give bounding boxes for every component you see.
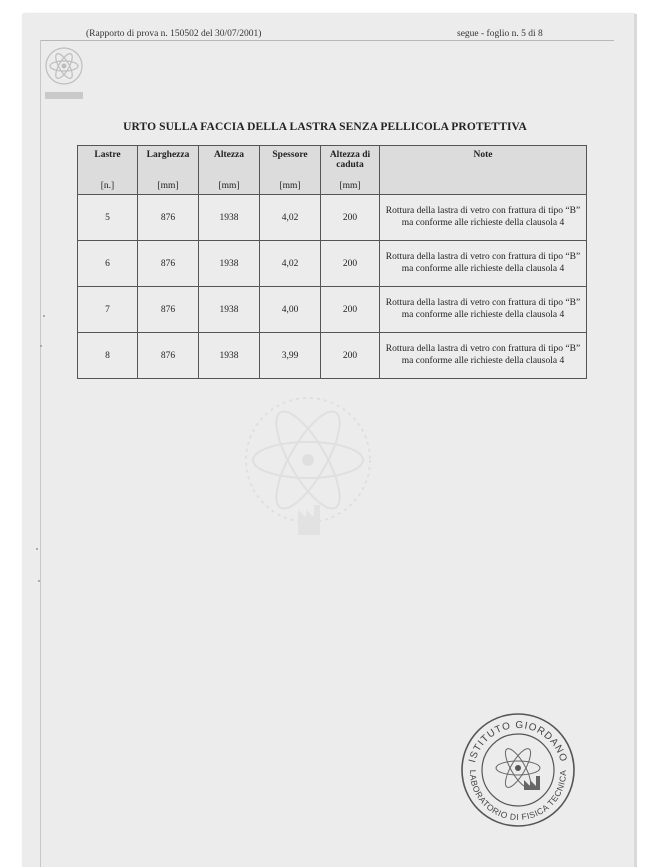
- col-header-spessore: Spessore: [260, 146, 321, 178]
- col-header-lastre: Lastre: [78, 146, 138, 178]
- table-row: [78, 195, 587, 241]
- cell-note: Rottura della lastra di vetro con frattura di tipo “B” ma conforme alle richieste della clausola 4: [380, 333, 587, 379]
- table-row: [78, 287, 587, 333]
- page-title: URTO SULLA FACCIA DELLA LASTRA SENZA PELLICOLA PROTETTIVA: [123, 121, 527, 133]
- page-edge: [634, 14, 637, 867]
- scan-speck: [36, 548, 38, 550]
- institute-stamp-icon: [458, 710, 578, 830]
- institute-logo-icon: [41, 44, 87, 104]
- cell-lastre: 7: [78, 287, 138, 333]
- stamp-text-top: ISTITUTO GIORDANO: [467, 719, 569, 764]
- cell-note: Rottura della lastra di vetro con frattura di tipo “B” ma conforme alle richieste della clausola 4: [380, 241, 587, 287]
- test-results-table: [77, 145, 587, 379]
- cell-spessore: 4,02: [260, 241, 321, 287]
- stamp-text-bottom: LABORATORIO DI FISICA TECNICA: [467, 769, 569, 823]
- cell-altezza-caduta: 200: [321, 333, 380, 379]
- col-header-larghezza: Larghezza: [138, 146, 199, 178]
- scan-speck: [43, 315, 45, 317]
- sheet-reference: segue - foglio n. 5 di 8: [457, 29, 543, 39]
- unit-altezza-caduta: [mm]: [321, 177, 380, 195]
- cell-altezza-caduta: 200: [321, 287, 380, 333]
- cell-lastre: 6: [78, 241, 138, 287]
- cell-larghezza: 876: [138, 333, 199, 379]
- header-divider: [40, 40, 614, 41]
- cell-altezza: 1938: [199, 333, 260, 379]
- cell-spessore: 3,99: [260, 333, 321, 379]
- cell-note: Rottura della lastra di vetro con frattura di tipo “B” ma conforme alle richieste della clausola 4: [380, 287, 587, 333]
- scan-speck: [40, 345, 42, 347]
- left-margin-line: [40, 40, 41, 867]
- cell-lastre: 8: [78, 333, 138, 379]
- report-reference: (Rapporto di prova n. 150502 del 30/07/2001): [86, 29, 262, 39]
- unit-lastre: [n.]: [78, 177, 138, 195]
- unit-larghezza: [mm]: [138, 177, 199, 195]
- table-row: [78, 333, 587, 379]
- cell-larghezza: 876: [138, 241, 199, 287]
- col-header-altezza: Altezza: [199, 146, 260, 178]
- cell-larghezza: 876: [138, 195, 199, 241]
- cell-altezza: 1938: [199, 287, 260, 333]
- cell-note: Rottura della lastra di vetro con frattura di tipo “B” ma conforme alle richieste della clausola 4: [380, 195, 587, 241]
- cell-spessore: 4,02: [260, 195, 321, 241]
- unit-spessore: [mm]: [260, 177, 321, 195]
- unit-altezza: [mm]: [199, 177, 260, 195]
- cell-altezza: 1938: [199, 241, 260, 287]
- cell-altezza: 1938: [199, 195, 260, 241]
- atom-watermark-icon: [228, 385, 388, 560]
- cell-altezza-caduta: 200: [321, 241, 380, 287]
- cell-lastre: 5: [78, 195, 138, 241]
- cell-altezza-caduta: 200: [321, 195, 380, 241]
- scan-speck: [38, 580, 40, 582]
- col-header-note: Note: [380, 146, 587, 178]
- col-header-altezza-caduta: Altezza di caduta: [321, 146, 380, 178]
- table-header-row: [78, 146, 587, 178]
- table-row: [78, 241, 587, 287]
- unit-note: [380, 177, 587, 195]
- cell-spessore: 4,00: [260, 287, 321, 333]
- cell-larghezza: 876: [138, 287, 199, 333]
- table-units-row: [78, 177, 587, 195]
